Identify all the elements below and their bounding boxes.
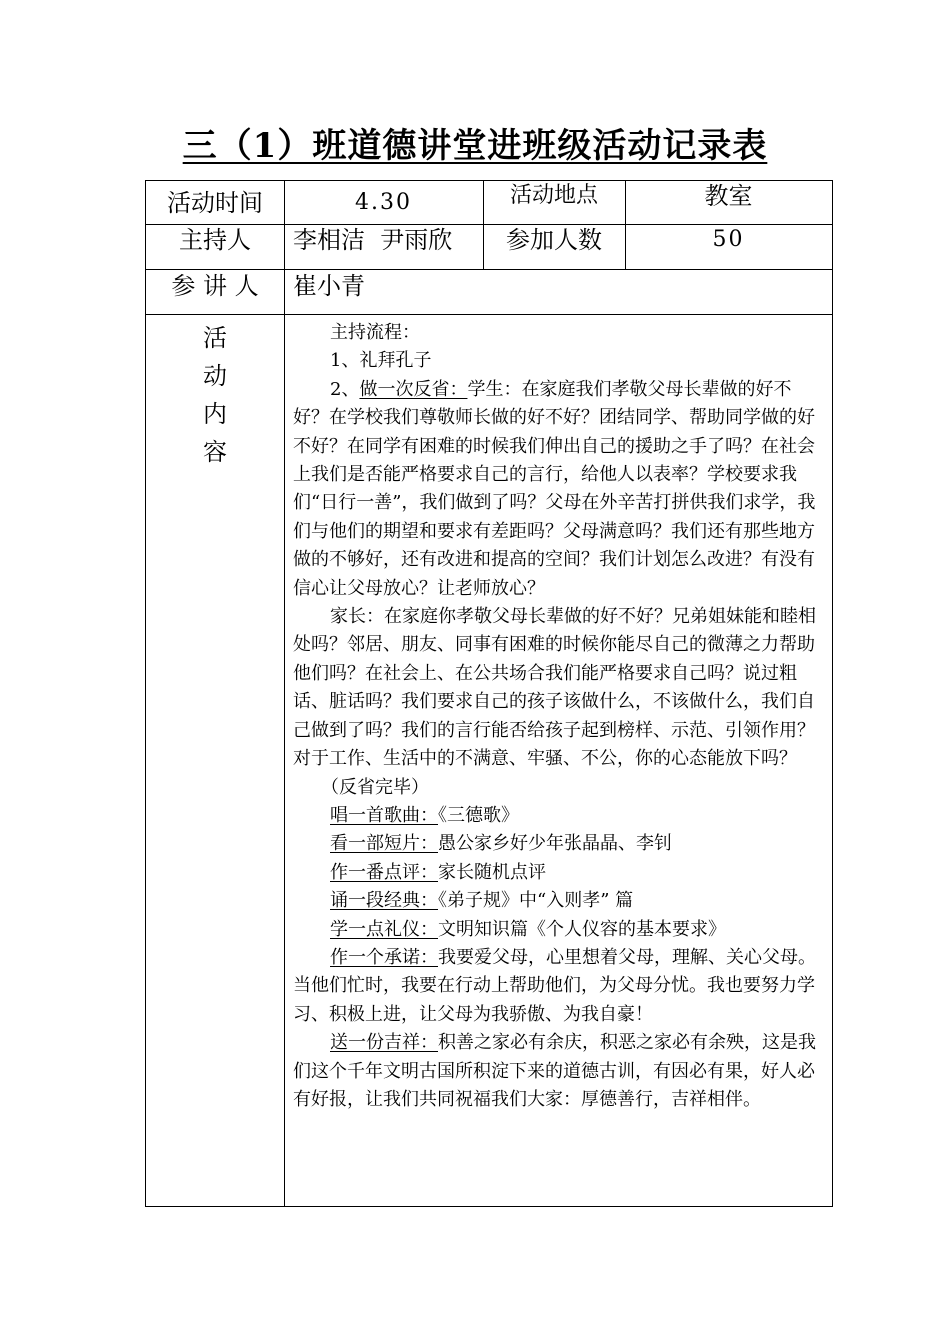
- host-label: 主持人: [179, 226, 251, 254]
- classic-item: [293, 887, 823, 915]
- page-title-text: 三（1）班道德讲堂进班级活动记录表: [182, 126, 768, 166]
- time-label: 活动时间: [167, 189, 263, 217]
- content-label-char: 容: [203, 438, 227, 466]
- review-item: [293, 859, 823, 887]
- row-divider: [146, 269, 832, 270]
- speaker-value: 崔小青: [293, 272, 365, 300]
- item-heading: 诵一段经典：: [330, 890, 438, 912]
- item-heading: 看一部短片：: [330, 833, 438, 855]
- item-text: 我要爱父母，心里想着父母，理解、关心父母。当他们忙时，我要在行动上帮助他们，为父母分忧。我也要努力学习、积极上进，让父母为我骄傲、为我自豪！: [293, 946, 816, 1025]
- count-value: 50: [712, 227, 745, 252]
- activity-record-table: [145, 180, 833, 1207]
- flow-title: 主持流程：: [330, 322, 420, 343]
- item-heading: 送一份吉祥：: [330, 1032, 438, 1054]
- item-text: 学生：在家庭我们孝敬父母长辈做的好不好？在学校我们尊敬师长做的好不好？团结同学、帮助同学做的好不好？在同学有困难的时候我们伸出自己的援助之手了吗？在社会上我们是否能严格要求自己的言行，给他人以表率？学校要求我们“日行一善”，我们做到了吗？父母在外辛苦打拼供我们求学，我们与他们的期望和要求有差距吗？父母满意吗？我们还有那些地方做的不够好，还有改进和提高的空间？我们计划怎么改进？有没有信心让父母放心？让老师放心？: [293, 378, 816, 599]
- item-text: 《三德歌》: [438, 804, 519, 826]
- item-text: 家长随机点评: [438, 861, 546, 883]
- item-heading: 作一个承诺：: [330, 946, 438, 968]
- content-label: [146, 319, 284, 471]
- activity-content: [293, 319, 823, 1114]
- row-divider: [146, 224, 832, 225]
- time-value: 4.30: [355, 190, 412, 215]
- item-text: 愚公家乡好少年张晶晶、李钊: [438, 833, 672, 855]
- content-label-char: 活: [203, 324, 227, 352]
- item-heading: 作一番点评：: [330, 861, 438, 883]
- place-label: 活动地点: [509, 183, 598, 208]
- item-prefix: 2、: [330, 378, 360, 400]
- place-value: 教室: [704, 182, 753, 210]
- item-heading: 做一次反省：: [359, 378, 468, 400]
- film-item: [293, 830, 823, 858]
- row-divider: [146, 314, 832, 315]
- blessing-item: [293, 1029, 823, 1114]
- item-heading: 唱一首歌曲：: [330, 804, 438, 826]
- etiquette-item: [293, 916, 823, 944]
- content-label-char: 内: [203, 400, 227, 428]
- column-divider: [284, 181, 285, 1206]
- item-heading: 学一点礼仪：: [330, 918, 438, 940]
- item-text: 《弟子规》中“入则孝” 篇: [438, 890, 634, 912]
- flow-item-1: 1、礼拜孔子: [330, 350, 432, 372]
- flow-item-2: [293, 376, 823, 603]
- song-item: [293, 802, 823, 830]
- content-label-char: 动: [203, 362, 227, 390]
- page-title: [0, 123, 950, 169]
- host-value: 李相洁 尹雨欣: [293, 226, 453, 254]
- speaker-label: 参 讲 人: [171, 272, 259, 300]
- promise-item: [293, 944, 823, 1029]
- parents-reflection: 家长：在家庭你孝敬父母长辈做的好不好？兄弟姐妹能和睦相处吗？邻居、朋友、同事有困难的时候你能尽自己的微薄之力帮助他们吗？在社会上、在公共场合我们能严格要求自己吗？说过粗话、脏话吗？我们要求自己的孩子该做什么，不该做什么，我们自己做到了吗？我们的言行能否给孩子起到榜样、示范、引领作用？对于工作、生活中的不满意、牢骚、不公，你的心态能放下吗？: [293, 606, 816, 770]
- item-text: 积善之家必有余庆，积恶之家必有余殃，这是我们这个千年文明古国所积淀下来的道德古训，有因必有果，好人必有好报，让我们共同祝福我们大家：厚德善行，吉祥相伴。: [293, 1032, 816, 1110]
- reflection-end: （反省完毕）: [321, 776, 429, 798]
- count-label: 参加人数: [506, 226, 602, 254]
- item-text: 文明知识篇《个人仪容的基本要求》: [438, 918, 726, 940]
